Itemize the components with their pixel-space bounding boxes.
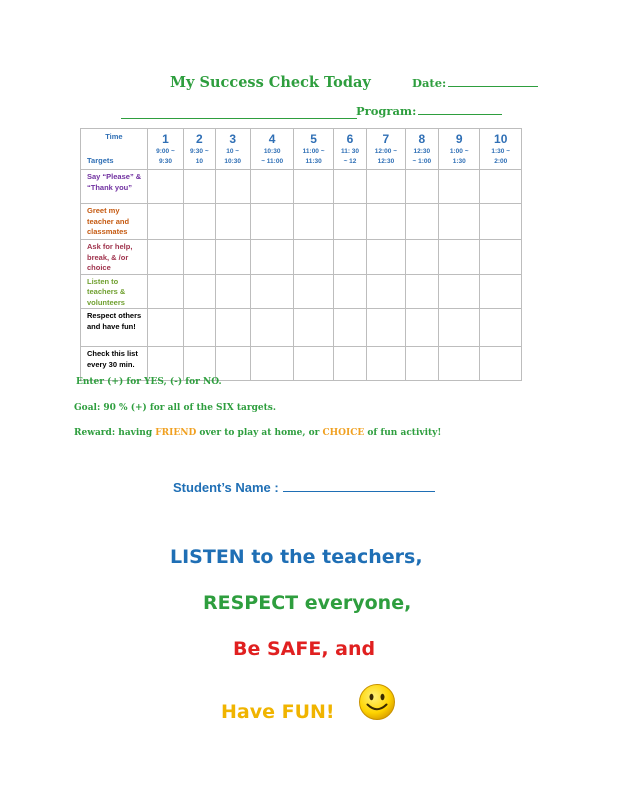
student-name-field[interactable] [173,480,435,495]
check-cell[interactable] [147,170,183,204]
check-cell[interactable] [215,347,250,381]
check-cell[interactable] [147,309,183,347]
reward-prefix: Reward: having [74,428,156,438]
time-slot-start: 9:00 ~ [156,148,175,155]
check-cell[interactable] [367,347,405,381]
check-cell[interactable] [367,274,405,309]
slogan-fun: Have FUN! [221,701,335,723]
time-slot-number: 10 [494,132,508,146]
check-cell[interactable] [215,274,250,309]
date-label: Date: [412,76,447,90]
time-slot-header [147,129,183,170]
time-slot-number: 5 [310,132,317,146]
time-slot-start: 9:30 ~ [190,148,209,155]
time-slot-header [215,129,250,170]
check-cell[interactable] [480,309,522,347]
check-cell[interactable] [250,274,293,309]
target-row [81,347,522,381]
time-slot-end: 11:30 [305,158,322,165]
check-cell[interactable] [250,170,293,204]
target-row [81,204,522,240]
check-cell[interactable] [215,170,250,204]
check-cell[interactable] [250,309,293,347]
time-slot-start: 10:30 [263,148,281,155]
time-slot-header [480,129,522,170]
check-cell[interactable] [333,240,366,275]
time-slot-header [438,129,479,170]
reward-suffix: of fun activity! [364,428,442,438]
check-cell[interactable] [480,170,522,204]
date-field[interactable] [412,76,538,90]
reward-choice: CHOICE [322,428,365,438]
time-slot-end: 12:30 [377,158,395,165]
time-slot-number: 1 [162,132,169,146]
target-label: Listen to teachers & volunteers [81,274,148,309]
check-cell[interactable] [294,274,333,309]
time-slot-number: 2 [195,132,203,146]
check-cell[interactable] [438,274,479,309]
time-slot-start: 11:00 ~ [302,148,325,155]
time-slot-header [367,129,405,170]
check-cell[interactable] [250,240,293,275]
time-slot-start: 12:00 ~ [374,148,398,155]
time-slot-header [184,129,215,170]
check-cell[interactable] [250,204,293,240]
program-leading-line [121,118,357,119]
check-cell[interactable] [147,240,183,275]
slogan-safe: Be SAFE, and [233,638,376,660]
success-check-table [80,128,522,381]
time-slot-end: 1:30 [452,158,466,165]
check-cell[interactable] [367,170,405,204]
target-row [81,170,522,204]
time-slot-start: 1:30 ~ [491,148,511,155]
time-slot-header [294,129,333,170]
check-cell[interactable] [147,347,183,381]
target-label: Greet my teacher and classmates [81,204,148,240]
time-slot-end: 10 [195,158,203,165]
time-slot-end: ~ 12 [343,158,357,165]
check-cell[interactable] [480,347,522,381]
check-cell[interactable] [333,274,366,309]
check-cell[interactable] [438,240,479,275]
time-slot-number: 8 [418,132,426,146]
target-label: Respect others and have fun! [81,309,148,347]
check-cell[interactable] [294,347,333,381]
program-field[interactable] [356,104,502,118]
check-cell[interactable] [184,204,215,240]
check-cell[interactable] [405,309,438,347]
check-cell[interactable] [215,309,250,347]
check-cell[interactable] [405,170,438,204]
check-cell[interactable] [438,347,479,381]
check-cell[interactable] [333,170,366,204]
check-cell[interactable] [294,170,333,204]
check-cell[interactable] [294,240,333,275]
goal-text: Goal: 90 % (+) for all of the SIX targets. [74,403,276,413]
check-cell[interactable] [405,347,438,381]
check-cell[interactable] [438,309,479,347]
time-slot-end: 10:30 [224,158,241,165]
time-slot-start: 10 ~ [226,148,240,155]
date-blank[interactable] [448,86,538,87]
check-cell[interactable] [184,309,215,347]
time-slot-header [250,129,293,170]
check-cell[interactable] [294,309,333,347]
target-row [81,274,522,309]
check-cell[interactable] [480,274,522,309]
student-name-label: Student’s Name : [173,480,279,495]
program-blank[interactable] [418,114,502,115]
time-slot-end: ~ 11:00 [261,158,284,165]
check-cell[interactable] [480,204,522,240]
enter-instruction: Enter (+) for YES, (-) for NO. [76,377,222,387]
target-row [81,309,522,347]
time-label: Time [105,132,123,141]
check-cell[interactable] [367,240,405,275]
smiley-face-icon [358,683,396,721]
check-cell[interactable] [405,204,438,240]
time-slot-end: 2:00 [494,158,508,165]
slogan-respect: RESPECT everyone, [203,592,412,614]
check-cell[interactable] [184,347,215,381]
check-cell[interactable] [184,170,215,204]
check-cell[interactable] [250,347,293,381]
target-row [81,240,522,275]
reward-middle: over to play at home, or [196,428,323,438]
check-cell[interactable] [367,204,405,240]
time-slot-header [333,129,366,170]
time-slot-start: 12:30 [413,148,431,155]
check-cell[interactable] [405,240,438,275]
check-cell[interactable] [215,204,250,240]
time-slot-number: 3 [229,132,237,146]
reward-friend: FRIEND [155,428,197,438]
check-cell[interactable] [184,274,215,309]
time-slot-number: 9 [455,132,463,146]
check-cell[interactable] [333,347,366,381]
time-slot-end: ~ 1:00 [412,158,432,165]
target-label: Ask for help, break, & /or choice [81,240,148,275]
program-label: Program: [356,104,417,118]
check-cell[interactable] [294,204,333,240]
student-name-blank[interactable] [283,491,435,492]
time-slot-number: 4 [268,132,276,146]
target-label: Say “Please” & “Thank you” [81,170,148,204]
time-header-row [81,129,522,170]
check-cell[interactable] [215,240,250,275]
time-slot-number: 7 [382,132,390,146]
check-cell[interactable] [438,170,479,204]
time-targets-corner-cell [81,129,148,170]
check-cell[interactable] [147,274,183,309]
time-slot-start: 11: 30 [340,148,360,155]
check-cell[interactable] [367,309,405,347]
check-cell[interactable] [333,309,366,347]
check-cell[interactable] [333,204,366,240]
time-slot-end: 9:30 [158,158,172,165]
reward-text [74,428,441,438]
time-slot-start: 1:00 ~ [449,148,469,155]
check-cell[interactable] [480,240,522,275]
check-cell[interactable] [184,240,215,275]
slogan-listen: LISTEN to the teachers, [170,546,423,568]
targets-label: Targets [87,156,114,165]
check-cell[interactable] [147,204,183,240]
check-cell[interactable] [405,274,438,309]
check-cell[interactable] [438,204,479,240]
target-label: Check this list every 30 min. [81,347,148,381]
page-title: My Success Check Today [170,74,371,91]
time-slot-number: 6 [346,132,354,146]
time-slot-header [405,129,438,170]
